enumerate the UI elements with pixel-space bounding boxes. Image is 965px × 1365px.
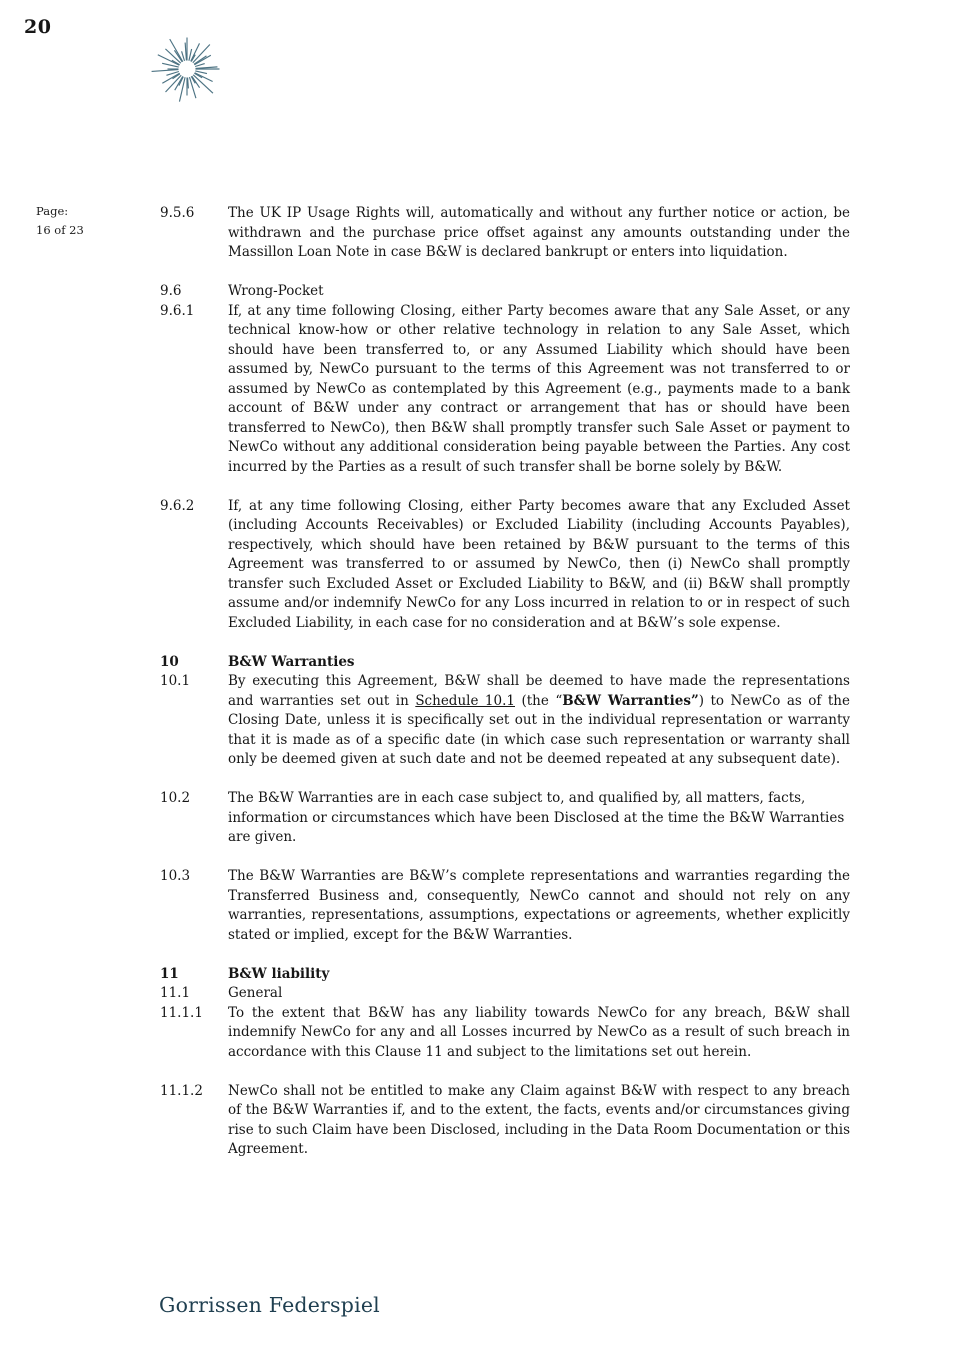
clause-text: Wrong-Pocket (228, 283, 324, 299)
clause-number: 9.6.2 (160, 497, 195, 514)
clause-row (160, 1082, 850, 1160)
clause-number: 11 (160, 965, 179, 982)
clause-number: 11.1 (160, 985, 191, 1001)
clause-row (160, 1004, 850, 1063)
margin-page-label: Page: (36, 204, 69, 218)
clause-number: 9.5.6 (160, 205, 195, 221)
clause-row (160, 789, 850, 848)
clause-row (160, 302, 850, 478)
clause-text: By executing this Agreement, B&W shall be deemed to have made the representations and warranties set out in Schedule 10.1 (the “B&W Warranties”) to NewCo as of the Closing Date, unless it is specifically set out in the individual representation or warranty that it is made as of a specific date (in which case such representation or warranty shall only be deemed given at such date and not be deemed repeated at any subsequent date). (228, 673, 850, 767)
clause-number: 10 (160, 653, 179, 670)
footer-brand: Gorrissen Federspiel (159, 1293, 380, 1317)
clause-text: If, at any time following Closing, either Party becomes aware that any Sale Asset, or any technical know-how or other relative technology in relation to any Sale Asset, which should have been transferred to, or any Assumed Liability which should have been assumed by, NewCo pursuant to the terms of this Agreement was not transferred to or assumed by NewCo as contemplated by this Agreement (e.g., payments made to a bank account of B&W under any contract or arrangement that has or should have been transferred to NewCo), then B&W shall promptly transfer such Sale Asset or payment to NewCo without any additional consideration being payable between the Parties. Any cost incurred by the Parties as a result of such transfer shall be borne solely by B&W. (228, 302, 850, 475)
margin-page-value: 16 of 23 (36, 223, 84, 237)
clause-text: NewCo shall not be entitled to make any Claim against B&W with respect to any breach of the B&W Warranties if, and to the extent, the facts, events and/or circumstances giving rise to such Claim have been Disclosed, including in the Data Room Documentation or this Agreement. (228, 1082, 850, 1157)
clause-row (160, 204, 850, 263)
clause-text: B&W Warranties (228, 653, 355, 670)
clause-text: The B&W Warranties are B&W’s complete representations and warranties regarding the Transferred Business and, consequently, NewCo cannot and should not rely on any warranties, representations, assumptions, expectations or agreements, whether explicitly stated or implied, except for the B&W Warranties. (228, 868, 850, 943)
page-number: 20 (24, 16, 52, 38)
clause-text: General (228, 985, 283, 1001)
clause-text: The B&W Warranties are in each case subject to, and qualified by, all matters, facts, information or circumstances which have been Disclosed at the time the B&W Warranties are given. (228, 790, 845, 845)
clause-text: The UK IP Usage Rights will, automatically and without any further notice or action, be withdrawn and the purchase price offset against any amounts outstanding under the Massillon Loan Note in case B&W is declared bankrupt or enters into liquidation. (228, 205, 850, 260)
clause-number: 9.6.1 (160, 302, 195, 319)
starburst-logo-icon (148, 31, 226, 109)
clause-text: To the extent that B&W has any liability towards NewCo for any breach, B&W shall indemnify NewCo for any and all Losses incurred by NewCo as a result of such breach in accordance with this Clause 11 and subject to the limitations set out herein. (228, 1004, 850, 1060)
clause-number: 10.1 (160, 673, 191, 689)
document-body (160, 204, 850, 1160)
clause-row (160, 497, 850, 634)
clause-row (160, 984, 850, 1004)
clause-text: B&W liability (228, 965, 330, 982)
clause-number: 10.2 (160, 790, 191, 806)
clause-text: If, at any time following Closing, either Party becomes aware that any Excluded Asset (including Accounts Receivables) or Excluded Liability (including Accounts Payables), respectively, which should have been retained by B&W pursuant to the terms of this Agreement was transferred to or assumed by NewCo, then (i) NewCo shall promptly transfer such Excluded Asset or Excluded Liability to B&W, and (ii) B&W shall promptly assume and/or indemnify NewCo for any Loss incurred in relation to or in respect of such Excluded Liability, in each case for no consideration and at B&W’s sole expense. (228, 497, 850, 631)
clause-row (160, 672, 850, 770)
clause-number: 10.3 (160, 868, 191, 884)
clause-row (160, 867, 850, 945)
clause-row (160, 653, 850, 673)
clause-row (160, 282, 850, 302)
clause-number: 11.1.1 (160, 1004, 203, 1021)
clause-number: 11.1.2 (160, 1082, 203, 1099)
clause-row (160, 965, 850, 985)
margin-page-note (36, 202, 84, 240)
clause-number: 9.6 (160, 283, 182, 299)
